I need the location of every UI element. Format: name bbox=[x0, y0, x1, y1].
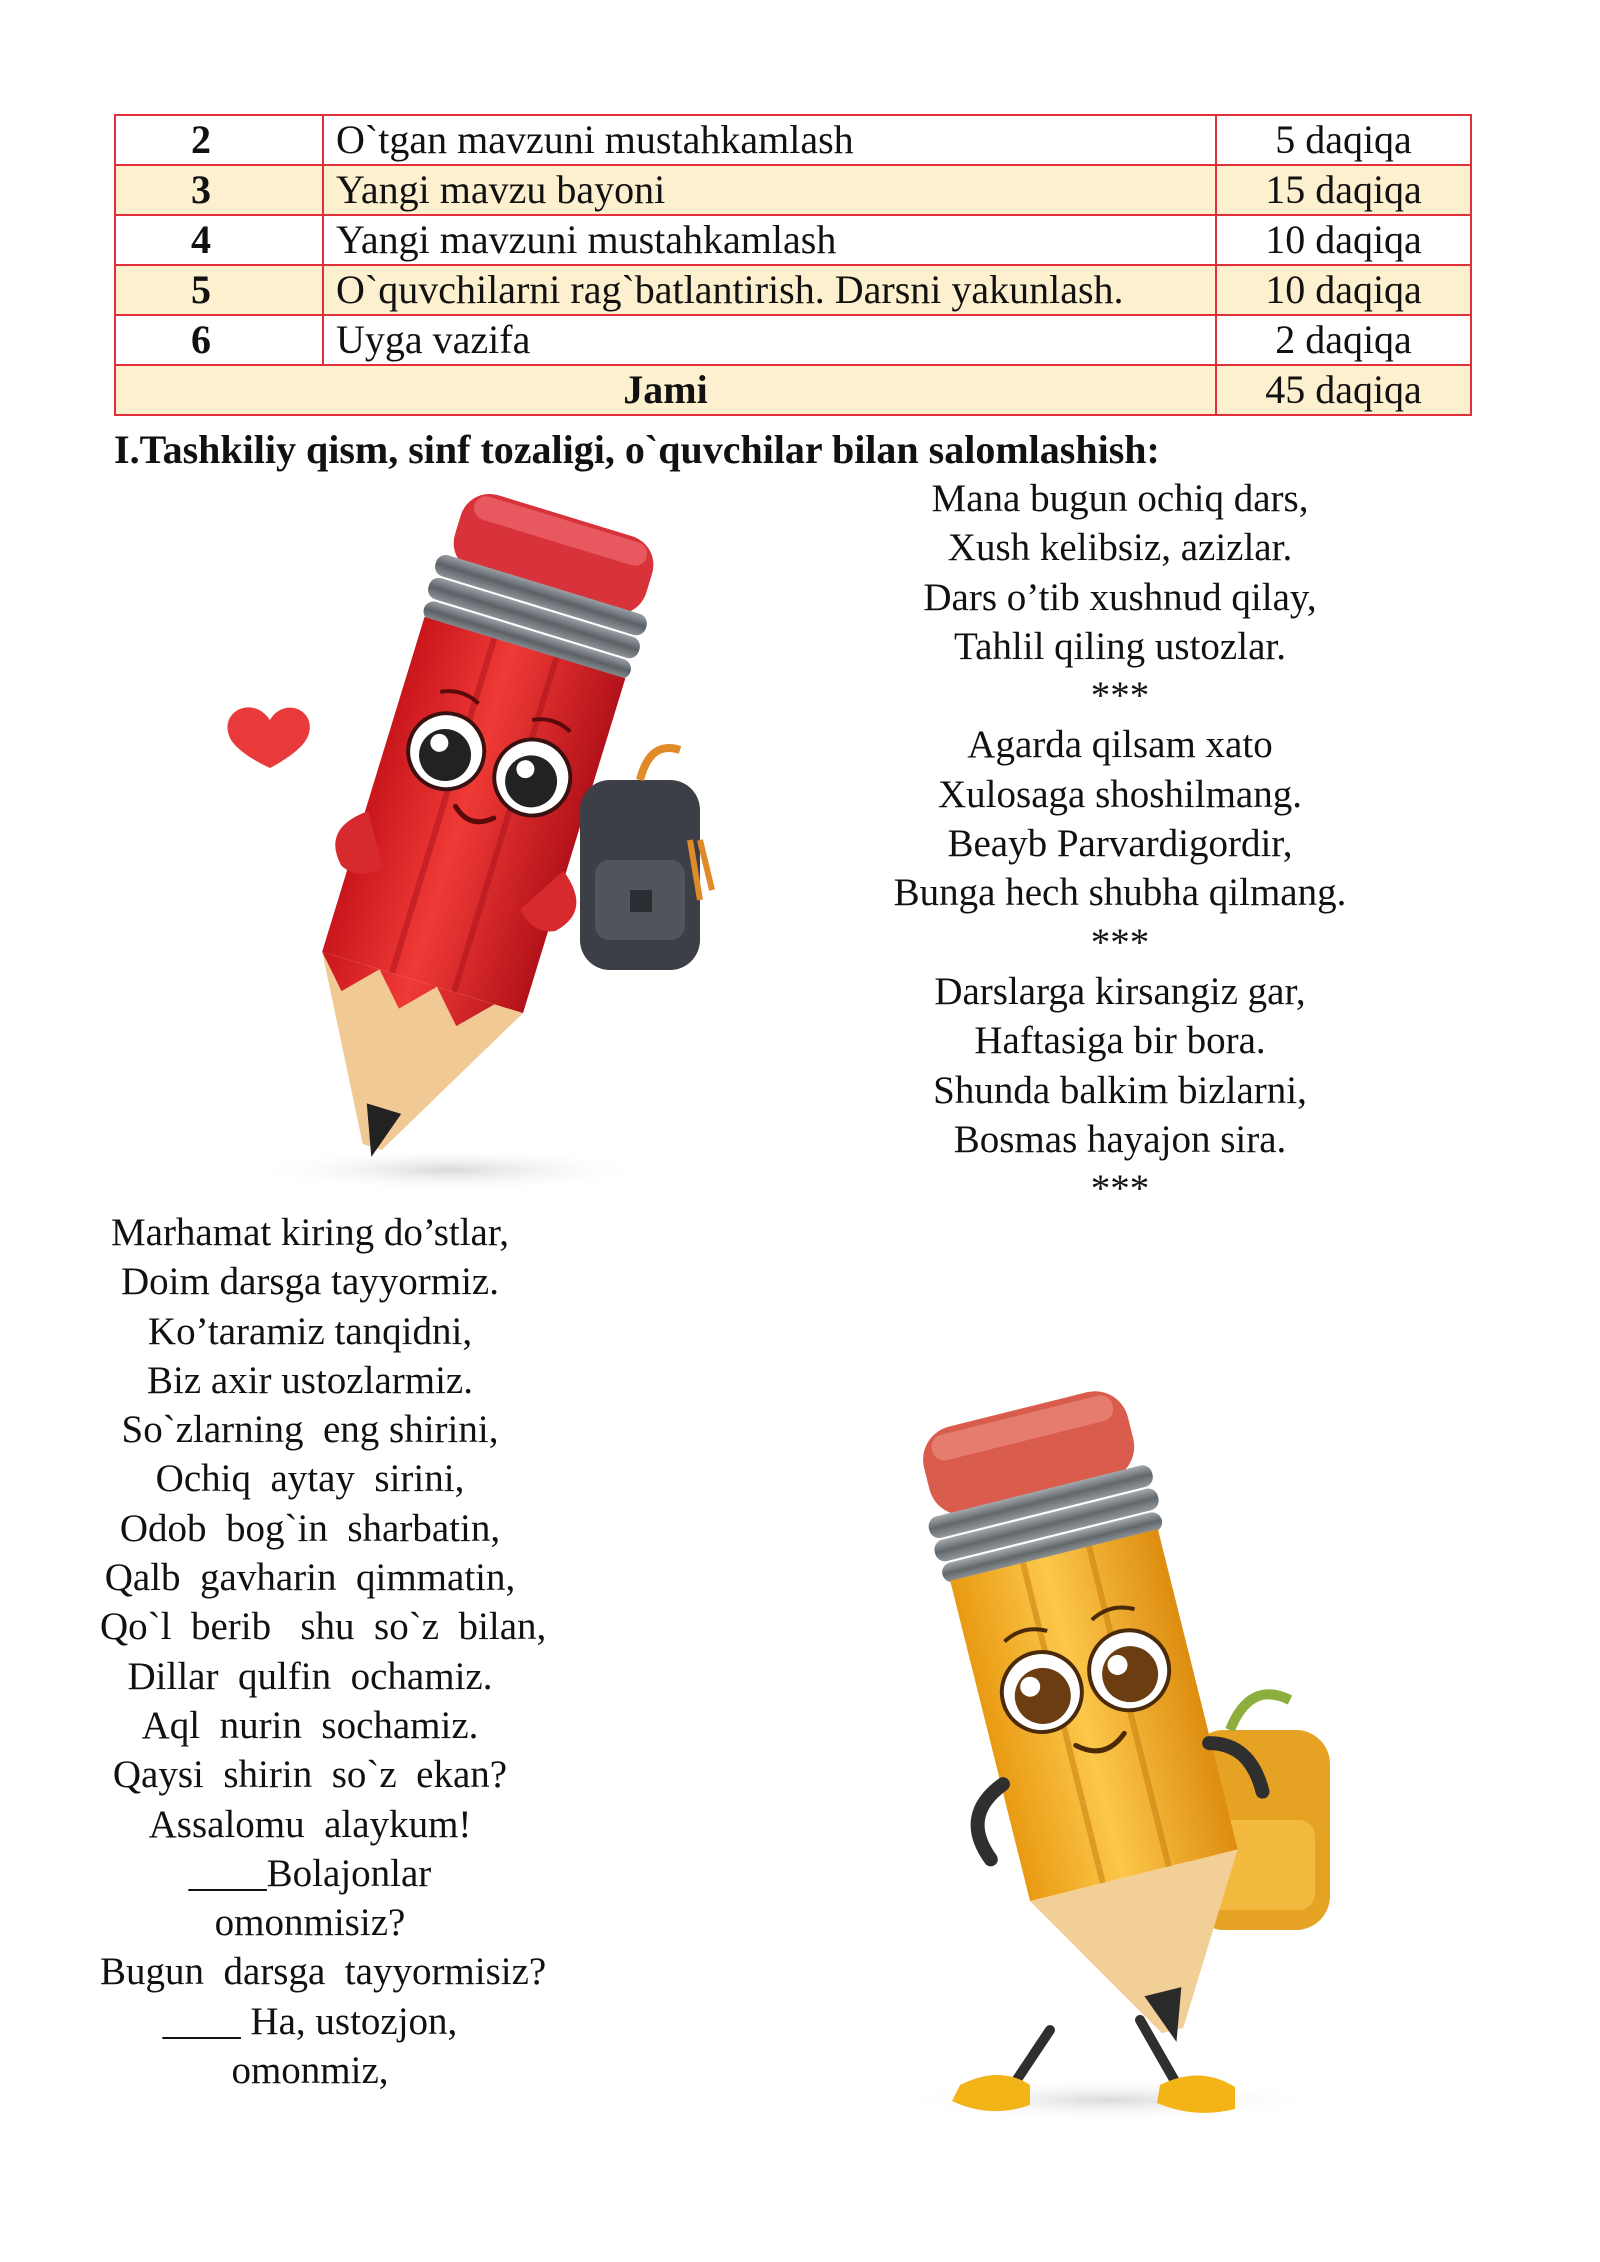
row-topic: O`tgan mavzuni mustahkamlash bbox=[323, 115, 1216, 165]
poem-line: Doim darsga tayyormiz. bbox=[121, 1260, 499, 1304]
poem-line: ____ Ha, ustozjon, bbox=[162, 1999, 458, 2043]
poem-line: Bosmas hayajon sira. bbox=[953, 1117, 1287, 1161]
poem-line: *** bbox=[1090, 1167, 1150, 1211]
row-topic: Uyga vazifa bbox=[323, 315, 1216, 365]
red-pencil-illustration bbox=[170, 480, 730, 1200]
poem-line: Shunda balkim bizlarni, bbox=[933, 1068, 1307, 1112]
poem-line: Biz axir ustozlarmiz. bbox=[147, 1358, 473, 1402]
total-label: Jami bbox=[115, 365, 1216, 415]
table-row bbox=[115, 315, 1471, 365]
poem-line: Xulosaga shoshilmang. bbox=[938, 772, 1302, 816]
poem-left bbox=[100, 1208, 547, 2095]
row-number: 6 bbox=[115, 315, 323, 365]
poem-line: Dillar qulfin ochamiz. bbox=[127, 1654, 493, 1698]
lesson-plan-table bbox=[114, 114, 1472, 416]
poem-line: Odob bog`in sharbatin, bbox=[119, 1506, 501, 1550]
poem-line: omonmisiz? bbox=[214, 1901, 406, 1945]
table-total-row bbox=[115, 365, 1471, 415]
poem-line: Assalomu alaykum! bbox=[148, 1802, 472, 1846]
poem-line: Marhamat kiring do’stlar, bbox=[110, 1211, 510, 1254]
poem-right bbox=[835, 474, 1405, 1213]
table-row bbox=[115, 265, 1471, 315]
poem-line: Bunga hech shubha qilmang. bbox=[893, 871, 1347, 915]
poem-line: So`zlarning eng shirini, bbox=[121, 1408, 499, 1452]
poem-line: Ochiq aytay sirini, bbox=[155, 1457, 465, 1501]
poem-line: Aql nurin sochamiz. bbox=[141, 1703, 479, 1747]
row-topic: O`quvchilarni rag`batlantirish. Darsni yakunlash. bbox=[323, 265, 1216, 315]
row-topic: Yangi mavzuni mustahkamlash bbox=[323, 215, 1216, 265]
row-number: 5 bbox=[115, 265, 323, 315]
table-row bbox=[115, 115, 1471, 165]
yellow-pencil-illustration bbox=[850, 1380, 1370, 2140]
poem-line: Agarda qilsam xato bbox=[967, 723, 1273, 767]
table-row bbox=[115, 215, 1471, 265]
total-time: 45 daqiqa bbox=[1216, 365, 1471, 415]
poem-line: Ko’taramiz tanqidni, bbox=[147, 1309, 473, 1353]
poem-line: Qo`l berib shu so`z bilan, bbox=[100, 1605, 547, 1649]
row-time: 2 daqiqa bbox=[1216, 315, 1471, 365]
poem-line: Haftasiga bir bora. bbox=[974, 1019, 1266, 1063]
poem-line: Qaysi shirin so`z ekan? bbox=[112, 1753, 508, 1797]
poem-line: ____Bolajonlar bbox=[188, 1851, 432, 1895]
table-row bbox=[115, 165, 1471, 215]
poem-line: *** bbox=[1090, 674, 1150, 718]
row-number: 3 bbox=[115, 165, 323, 215]
poem-line: Bugun darsga tayyormisiz? bbox=[100, 1950, 547, 1994]
poem-line: Mana bugun ochiq dars, bbox=[931, 477, 1309, 520]
section-heading: I.Tashkiliy qism, sinf tozaligi, o`quvchilar bilan salomlashish: bbox=[114, 427, 1160, 472]
row-time: 10 daqiqa bbox=[1216, 215, 1471, 265]
poem-line: Dars o’tib xushnud qilay, bbox=[923, 575, 1317, 619]
row-time: 5 daqiqa bbox=[1216, 115, 1471, 165]
poem-line: omonmiz, bbox=[231, 2049, 389, 2093]
poem-line: Xush kelibsiz, azizlar. bbox=[947, 526, 1293, 570]
poem-line: Tahlil qiling ustozlar. bbox=[954, 624, 1286, 668]
row-topic: Yangi mavzu bayoni bbox=[323, 165, 1216, 215]
row-number: 4 bbox=[115, 215, 323, 265]
poem-line: Darslarga kirsangiz gar, bbox=[934, 969, 1306, 1013]
poem-line: Beayb Parvardigordir, bbox=[947, 822, 1293, 866]
poem-line: Qalb gavharin qimmatin, bbox=[104, 1556, 516, 1600]
row-number: 2 bbox=[115, 115, 323, 165]
row-time: 15 daqiqa bbox=[1216, 165, 1471, 215]
poem-line: *** bbox=[1090, 920, 1150, 964]
row-time: 10 daqiqa bbox=[1216, 265, 1471, 315]
